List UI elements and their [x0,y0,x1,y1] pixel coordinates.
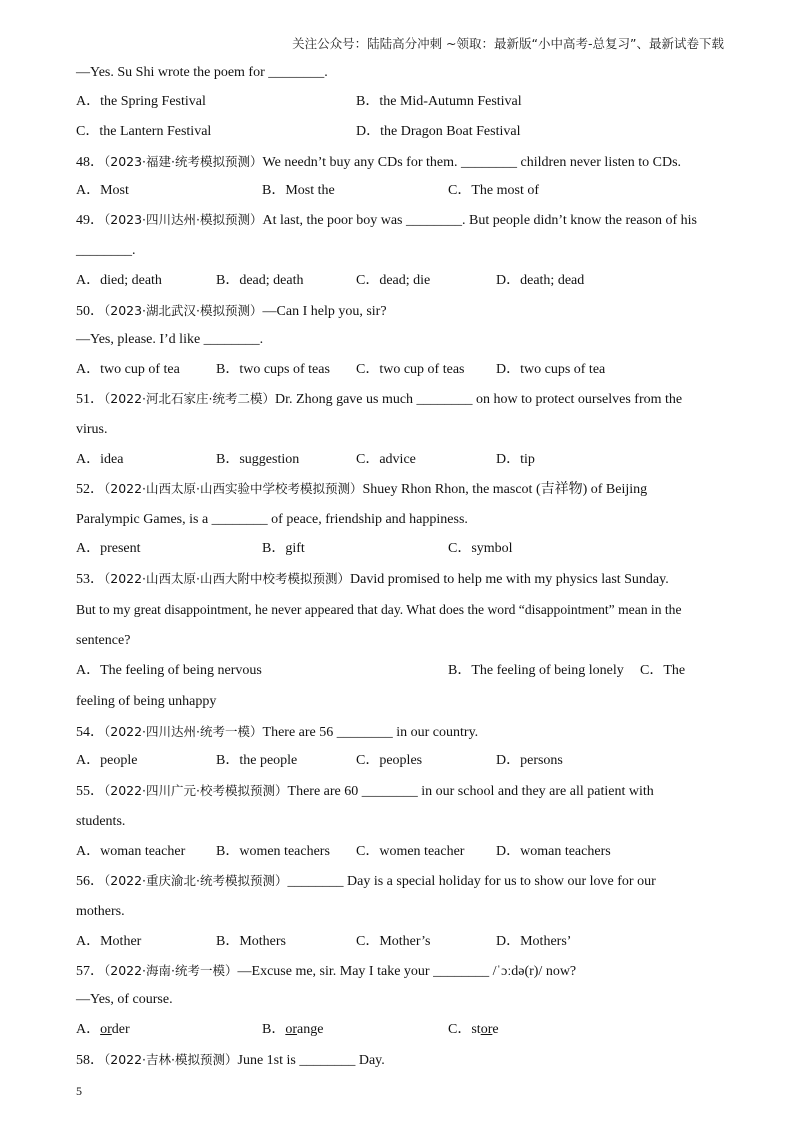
q55-continuation: students. [76,814,126,829]
q56-option-a: A．Mother [76,934,142,949]
page-header: 关注公众号：陆陆高分冲刺 ~领取：最新版“小中高考-总复习”、最新试卷下载 [292,36,724,51]
question-text: June 1st is ________ Day. [237,1053,385,1068]
q51-option-a: A．idea [76,452,124,467]
question-number: 50． [76,304,104,319]
q48-option-b: B．Most the [262,183,335,198]
question-text: There are 56 ________ in our country. [262,725,479,740]
option-label: B． [262,1022,286,1037]
q53-option-c-continuation: feeling of being unhappy [76,694,217,709]
q54-option-c: C．peoples [356,753,423,768]
q51-option-c: C．advice [356,452,416,467]
question-number: 53． [76,572,104,587]
question-49 [76,211,697,230]
q54-option-b: B．the people [216,753,298,768]
page-number: 5 [76,1084,82,1098]
q47-option-d: D．the Dragon Boat Festival [356,124,521,139]
q49-continuation: ________. [76,243,136,258]
q51-option-b: B．suggestion [216,452,300,467]
question-source: （2022·河北石家庄·统考二模） [104,391,276,406]
q49-option-a: A．died; death [76,273,162,288]
question-text: —Can I help you, sir? [262,304,387,319]
option-rest: ange [297,1022,324,1037]
q51-option-d: D．tip [496,452,535,467]
question-50 [76,302,387,321]
underlined-letters: or [285,1022,298,1037]
q57-option-a [76,1021,130,1039]
q52-option-b: B．gift [262,541,305,556]
q53-line3: sentence? [76,633,131,648]
question-57 [76,962,576,981]
q53-option-b: B．The feeling of being lonely [448,663,624,678]
question-51 [76,390,682,409]
question-text: There are 60 ________ in our school and they are all patient with [287,784,654,799]
question-text: ________ Day is a special holiday for us to show our love for our [287,874,656,889]
question-source: （2022·重庆渝北·统考模拟预测） [104,873,288,888]
q48-option-a: A．Most [76,183,129,198]
q54-option-d: D．persons [496,753,563,768]
question-source: （2023·四川达州·模拟预测） [104,212,263,227]
question-text: At last, the poor boy was ________. But people didn’t know the reason of his [262,213,697,228]
q57-option-b [262,1021,323,1039]
q50-option-a: A．two cup of tea [76,362,180,377]
option-label: C． [448,1022,472,1037]
q56-option-c: C．Mother’s [356,934,431,949]
q52-option-a: A．present [76,541,141,556]
question-number: 51． [76,392,104,407]
q54-option-a: A．people [76,753,138,768]
q57-option-c [448,1021,499,1039]
question-number: 57． [76,964,104,979]
question-54 [76,723,478,742]
q49-option-c: C．dead; die [356,273,431,288]
question-source: （2022·山西太原·山西大附中校考模拟预测） [104,571,351,586]
q47-option-c: C．the Lantern Festival [76,124,212,139]
question-number: 48． [76,155,104,170]
q47-option-a: A．the Spring Festival [76,94,206,109]
question-number: 55． [76,784,104,799]
q50-option-d: D．two cups of tea [496,362,606,377]
q56-option-b: B．Mothers [216,934,286,949]
option-label: A． [76,1022,101,1037]
question-text: Shuey Rhon Rhon, the mascot (吉祥物) of Beijing [362,482,648,497]
q55-option-b: B．women teachers [216,844,330,859]
q53-line2: But to my great disappointment, he never appeared that day. What does the word “disappointment” mean in the [76,602,682,617]
question-source: （2023·湖北武汉·模拟预测） [104,303,263,318]
underlined-letters: or [100,1022,112,1037]
q52-option-c: C．symbol [448,541,513,556]
question-source: （2022·山西太原·山西实验中学校考模拟预测） [104,481,363,496]
q55-option-d: D．woman teachers [496,844,611,859]
question-48 [76,153,681,172]
question-number: 54． [76,725,104,740]
question-source: （2022·四川广元·校考模拟预测） [104,783,288,798]
question-58 [76,1051,385,1070]
q47-line: —Yes. Su Shi wrote the poem for ________. [76,65,328,80]
question-number: 49． [76,213,104,228]
option-prefix: st [471,1022,481,1037]
question-source: （2023·福建·统考模拟预测） [104,154,263,169]
question-56 [76,872,656,891]
q50-option-b: B．two cups of teas [216,362,330,377]
q47-option-b: B．the Mid-Autumn Festival [356,94,522,109]
q49-option-b: B．dead; death [216,273,304,288]
option-rest: e [492,1022,499,1037]
q56-option-d: D．Mothers’ [496,934,572,949]
q52-continuation: Paralympic Games, is a ________ of peace, friendship and happiness. [76,512,468,527]
question-text: —Excuse me, sir. May I take your ________ /ˈɔːdə(r)/ now? [237,964,577,979]
q53-option-c: C．The [640,663,686,678]
question-source: （2022·四川达州·统考一模） [104,724,263,739]
q55-option-a: A．woman teacher [76,844,186,859]
underlined-letters: or [480,1022,493,1037]
question-52 [76,480,647,499]
q57-line2: —Yes, of course. [76,992,173,1007]
question-number: 52． [76,482,104,497]
q50-line2: —Yes, please. I’d like ________. [76,332,264,347]
question-text: Dr. Zhong gave us much ________ on how to protect ourselves from the [275,392,683,407]
q56-continuation: mothers. [76,904,125,919]
option-rest: der [111,1022,130,1037]
q53-option-a: A．The feeling of being nervous [76,663,262,678]
question-53 [76,570,669,589]
question-number: 56． [76,874,104,889]
question-text: David promised to help me with my physics last Sunday. [350,572,669,587]
question-55 [76,782,654,801]
question-text: We needn’t buy any CDs for them. ________ children never listen to CDs. [262,155,682,170]
question-source: （2022·吉林·模拟预测） [104,1052,238,1067]
q50-option-c: C．two cup of teas [356,362,465,377]
question-number: 58． [76,1053,104,1068]
question-source: （2022·海南·统考一模） [104,963,238,978]
q48-option-c: C．The most of [448,183,539,198]
q51-continuation: virus. [76,422,108,437]
q55-option-c: C．women teacher [356,844,465,859]
q49-option-d: D．death; dead [496,273,585,288]
